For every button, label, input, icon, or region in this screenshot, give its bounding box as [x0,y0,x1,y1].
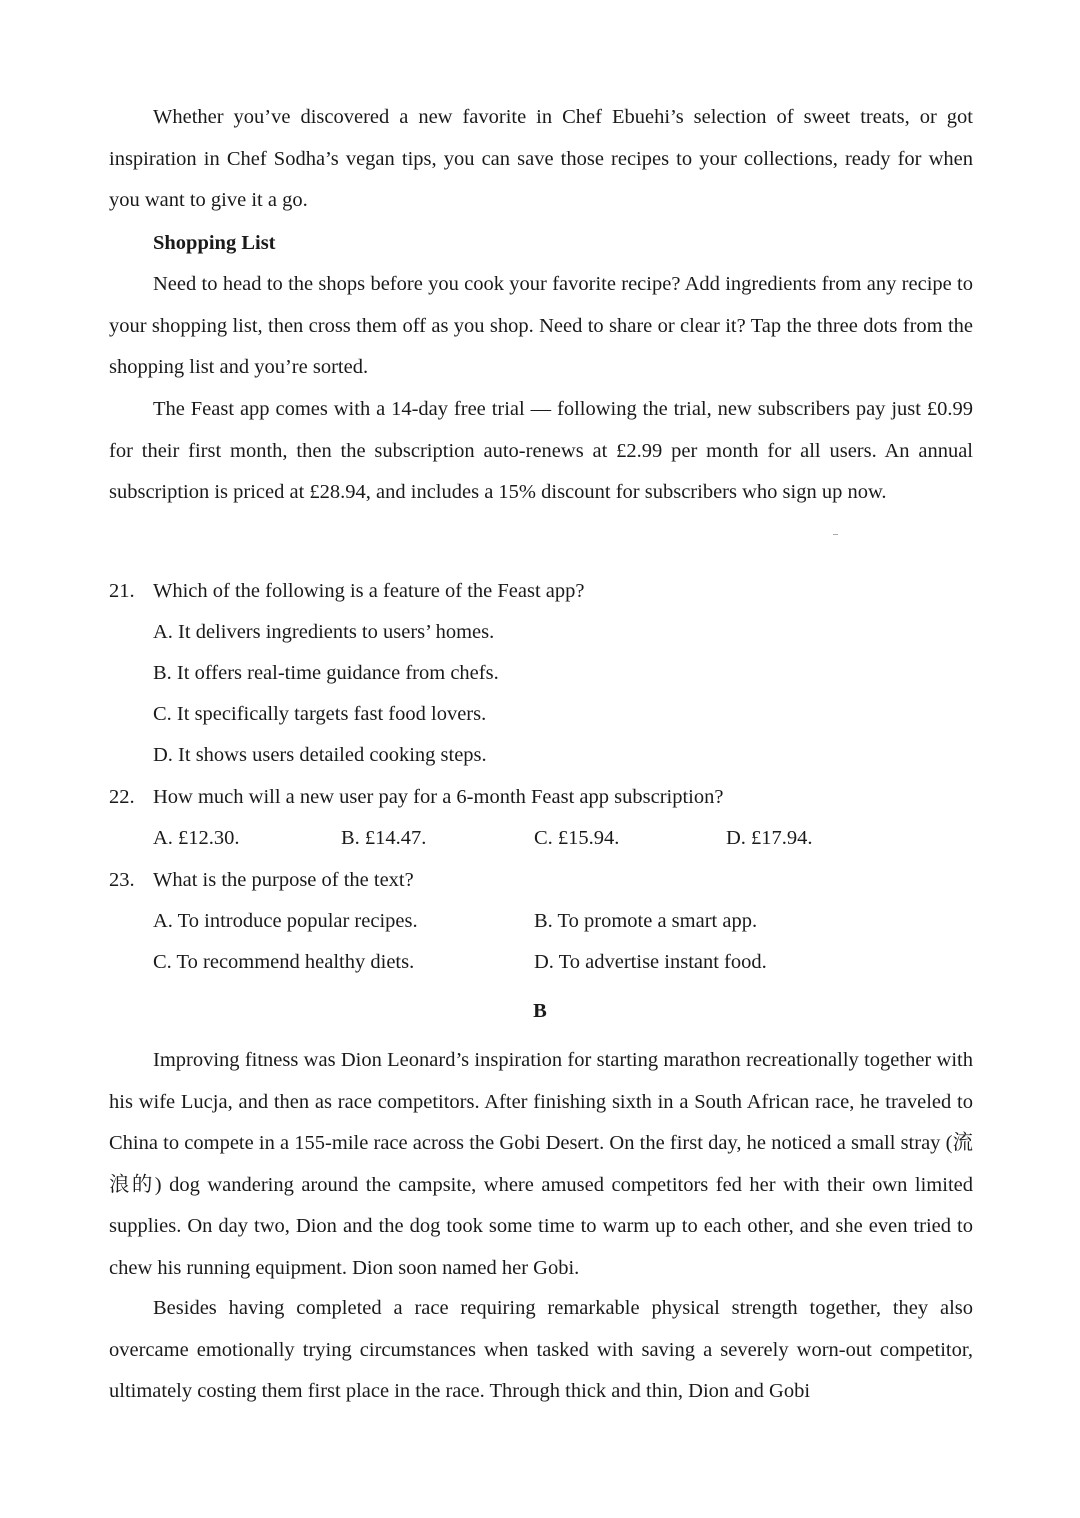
question-stem: What is the purpose of the text? [153,869,414,891]
q21-option-a: A. It delivers ingredients to users’ homes. [153,621,495,643]
shopping-list-paragraph: Need to head to the shops before you cook your favorite recipe? Add ingredients from any recipe to your shopping list, then cross them off as you shop. Need to share or clear it? Tap the three dots from the shopping list and you’re sorted. [109,273,973,379]
q22-option-d: D. £17.94. [726,827,813,849]
pricing-paragraph: The Feast app comes with a 14-day free trial — following the trial, new subscribers pay just £0.99 for their first month, then the subscription auto-renews at £2.99 per month for all users. An annual subscription is priced at £28.94, and includes a 15% discount for subscribers who sign up now. [109,398,973,504]
q22-option-a: A. £12.30. [153,827,240,849]
section-b-heading: B [533,1000,547,1022]
question-22 [109,777,723,818]
q23-option-a: A. To introduce popular recipes. [153,910,418,932]
section-b-paragraph-2: Besides having completed a race requiring remarkable physical strength together, they also overcame emotionally trying circumstances when tasked with saving a severely worn-out competitor, ultimately costing them first place in the race. Through thick and thin, Dion and Gobi [109,1297,973,1403]
question-number: 22. [109,786,135,808]
q23-option-d: D. To advertise instant food. [534,951,767,973]
q21-option-d: D. It shows users detailed cooking steps. [153,744,487,766]
q22-option-b: B. £14.47. [341,827,427,849]
shopping-list-heading: Shopping List [153,232,276,254]
question-number: 21. [109,580,135,602]
intro-paragraph: Whether you’ve discovered a new favorite in Chef Ebuehi’s selection of sweet treats, or got inspiration in Chef Sodha’s vegan tips, you can save those recipes to your collections, ready for when you want to give it a go. [109,106,973,212]
scan-speck [833,534,838,535]
question-21 [109,571,585,612]
question-stem: Which of the following is a feature of the Feast app? [153,580,585,602]
question-number: 23. [109,869,135,891]
q23-option-c: C. To recommend healthy diets. [153,951,415,973]
q23-option-b: B. To promote a smart app. [534,910,758,932]
q21-option-b: B. It offers real-time guidance from chefs. [153,662,499,684]
q22-option-c: C. £15.94. [534,827,620,849]
question-stem: How much will a new user pay for a 6-month Feast app subscription? [153,786,724,808]
q21-option-c: C. It specifically targets fast food lovers. [153,703,487,725]
question-23 [109,860,414,901]
section-b-paragraph-1: Improving fitness was Dion Leonard’s inspiration for starting marathon recreationally together with his wife Lucja, and then as race competitors. After finishing sixth in a South African race, he traveled to China to compete in a 155-mile race across the Gobi Desert. On the first day, he noticed a small stray (流浪的) dog wandering around the campsite, where amused competitors fed her with their own limited supplies. On day two, Dion and the dog took some time to warm up to each other, and she even tried to chew his running equipment. Dion soon named her Gobi. [109,1049,973,1279]
